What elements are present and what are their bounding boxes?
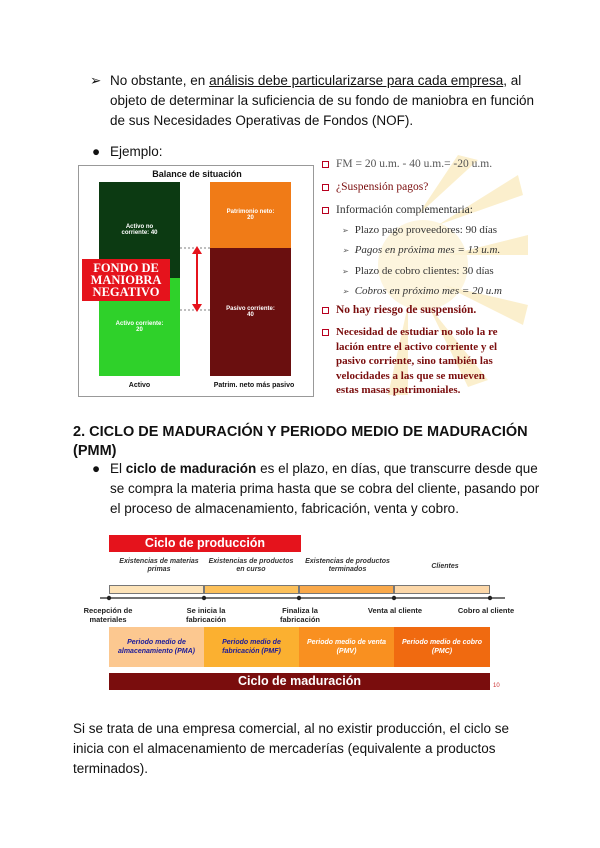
arrow-bullet-icon: ➢ (342, 246, 349, 255)
section-heading-line-2: (PMM) (73, 443, 117, 459)
panel-sub-2 (342, 244, 500, 256)
period-pma (109, 627, 204, 667)
panel-item-4 (322, 304, 476, 316)
maturation-cycle-figure (83, 530, 515, 695)
period-pmv-label: Periodo medio de venta (PMV) (307, 639, 386, 655)
panel-sub-3 (342, 265, 494, 277)
stage-bar-finished (299, 585, 394, 594)
header-work-in-progress: Existencias de productos en curso (208, 558, 294, 573)
panel-item-1 (322, 158, 492, 170)
definition-line-3: el proceso de almacenamiento, fabricación, venta y cobro. (110, 501, 459, 516)
intro-line-1 (110, 71, 521, 91)
arrow-bullet-icon: ➢ (342, 267, 349, 276)
intro-underlined: análisis debe particularizarse para cada empresa (209, 73, 504, 88)
assets-footer: Activo (128, 382, 151, 389)
definition-tail: es el plazo, en días, que transcurre desde que (256, 461, 538, 476)
current-liabilities-label: Pasivo corriente: 40 (226, 306, 275, 318)
milestone-reception: Recepción de materiales (83, 606, 133, 624)
stage-bar-wip (204, 585, 299, 594)
arrow-bullet-icon: ➢ (342, 287, 349, 296)
section-heading-line-1: 2. CICLO DE MADURACIÓN Y PERIODO MEDIO DE MADURACIÓN (73, 424, 528, 440)
negative-working-capital-box (82, 259, 170, 301)
milestone-end-manufacturing: Finaliza la fabricación (279, 606, 320, 624)
header-finished-goods: Existencias de productos terminados (305, 558, 390, 573)
arrow-bullet-icon: ➢ (90, 73, 102, 88)
milestone-start-manufacturing: Se inicia la fabricación (185, 606, 226, 624)
non-current-assets-label: Activo no corriente: 40 (121, 224, 158, 236)
square-bullet-icon (322, 307, 329, 314)
period-pmc-label: Periodo medio de cobro (PMC) (401, 639, 483, 655)
intro-line-3: de sus Necesidades Operativas de Fondos (NOF). (110, 113, 414, 128)
panel-item-3 (322, 204, 473, 216)
panel-item-3-text: Información complementaria: (336, 204, 473, 216)
panel-item-5-line-1: Necesidad de estudiar no solo la re (336, 326, 498, 338)
panel-item-5-line-4: velocidades a las que se mueven (336, 369, 485, 382)
panel-sub-4-text: Cobros en próximo mes = 20 u.m (354, 285, 502, 297)
period-pmf-label: Periodo medio de fabricación (PMF) (222, 639, 281, 655)
panel-item-5-line-2: lación entre el activo corriente y el (336, 340, 498, 353)
panel-item-2 (322, 181, 428, 193)
slide-number: 10 (493, 683, 500, 689)
stage-bar-clients (394, 585, 490, 594)
intro-prefix: No obstante, en (110, 73, 210, 88)
panel-item-1-text: FM = 20 u.m. - 40 u.m.= -20 u.m. (336, 158, 493, 170)
milestone-sale: Venta al cliente (367, 606, 423, 615)
timeline-axis (100, 594, 505, 606)
square-bullet-icon (322, 161, 329, 168)
production-cycle-bar: Ciclo de producción (109, 535, 301, 552)
panel-sub-1-text: Plazo pago proveedores: 90 días (354, 224, 498, 236)
maturation-cycle-bar: Ciclo de maduración (109, 673, 490, 690)
definition-line-1 (110, 459, 538, 479)
panel-sub-2-text: Pagos en próxima mes = 13 u.m. (354, 244, 501, 256)
closing-line-3: terminados). (73, 761, 149, 776)
intro-tail: , al (503, 73, 522, 88)
equity-label: Patrimonio neto: 20 (226, 209, 275, 221)
period-pmv (299, 627, 394, 667)
panel-item-5-line-5: estas masas patrimoniales. (336, 384, 461, 396)
current-assets-label: Activo corriente: 20 (115, 321, 164, 333)
panel-item-5 (322, 325, 498, 398)
arrow-bullet-icon: ➢ (342, 226, 349, 235)
definition-line-2: se compra la materia prima hasta que se cobra del cliente, pasando por (110, 481, 540, 496)
period-pma-label: Periodo medio de almacenamiento (PMA) (117, 639, 196, 655)
fm-line-3: NEGATIVO (92, 285, 160, 299)
panel-item-2-text: ¿Suspensión pagos? (336, 181, 429, 193)
definition-term: ciclo de maduración (125, 461, 257, 476)
panel-item-5-line-3: pasivo corriente, sino también las (336, 355, 493, 367)
example-label: Ejemplo: (110, 144, 163, 159)
square-bullet-icon (322, 329, 329, 336)
panel-sub-1 (342, 224, 497, 236)
panel-item-4-text: No hay riesgo de suspensión. (336, 304, 477, 316)
square-bullet-icon (322, 207, 329, 214)
square-bullet-icon (322, 184, 329, 191)
fm-line-2: MANIOBRA (90, 273, 162, 287)
panel-sub-4 (342, 285, 502, 297)
closing-line-2: inicia con el almacenamiento de mercaderías (equivalente a productos (73, 741, 496, 756)
period-pmf (204, 627, 299, 667)
header-raw-materials: Existencias de materias primas (119, 558, 199, 573)
closing-line-1: Si se trata de una empresa comercial, al no existir producción, el ciclo se (73, 721, 509, 736)
period-pmc (394, 627, 490, 667)
equity-liabilities-footer: Patrim. neto más pasivo (213, 382, 295, 389)
panel-sub-3-text: Plazo de cobro clientes: 30 días (354, 265, 494, 277)
fm-line-1: FONDO DE (93, 261, 159, 275)
dot-bullet-icon: ● (92, 461, 101, 476)
definition-prefix: El (110, 461, 126, 476)
header-clients: Clientes (431, 563, 459, 570)
balance-figure (78, 165, 314, 397)
dot-bullet-icon: ● (92, 144, 101, 159)
balance-title: Balance de situación (152, 169, 242, 179)
intro-line-2: objeto de determinar la suficiencia de su fondo de maniobra en función (110, 93, 535, 108)
stage-bar-raw (109, 585, 204, 594)
milestone-collection: Cobro al cliente (457, 606, 515, 615)
